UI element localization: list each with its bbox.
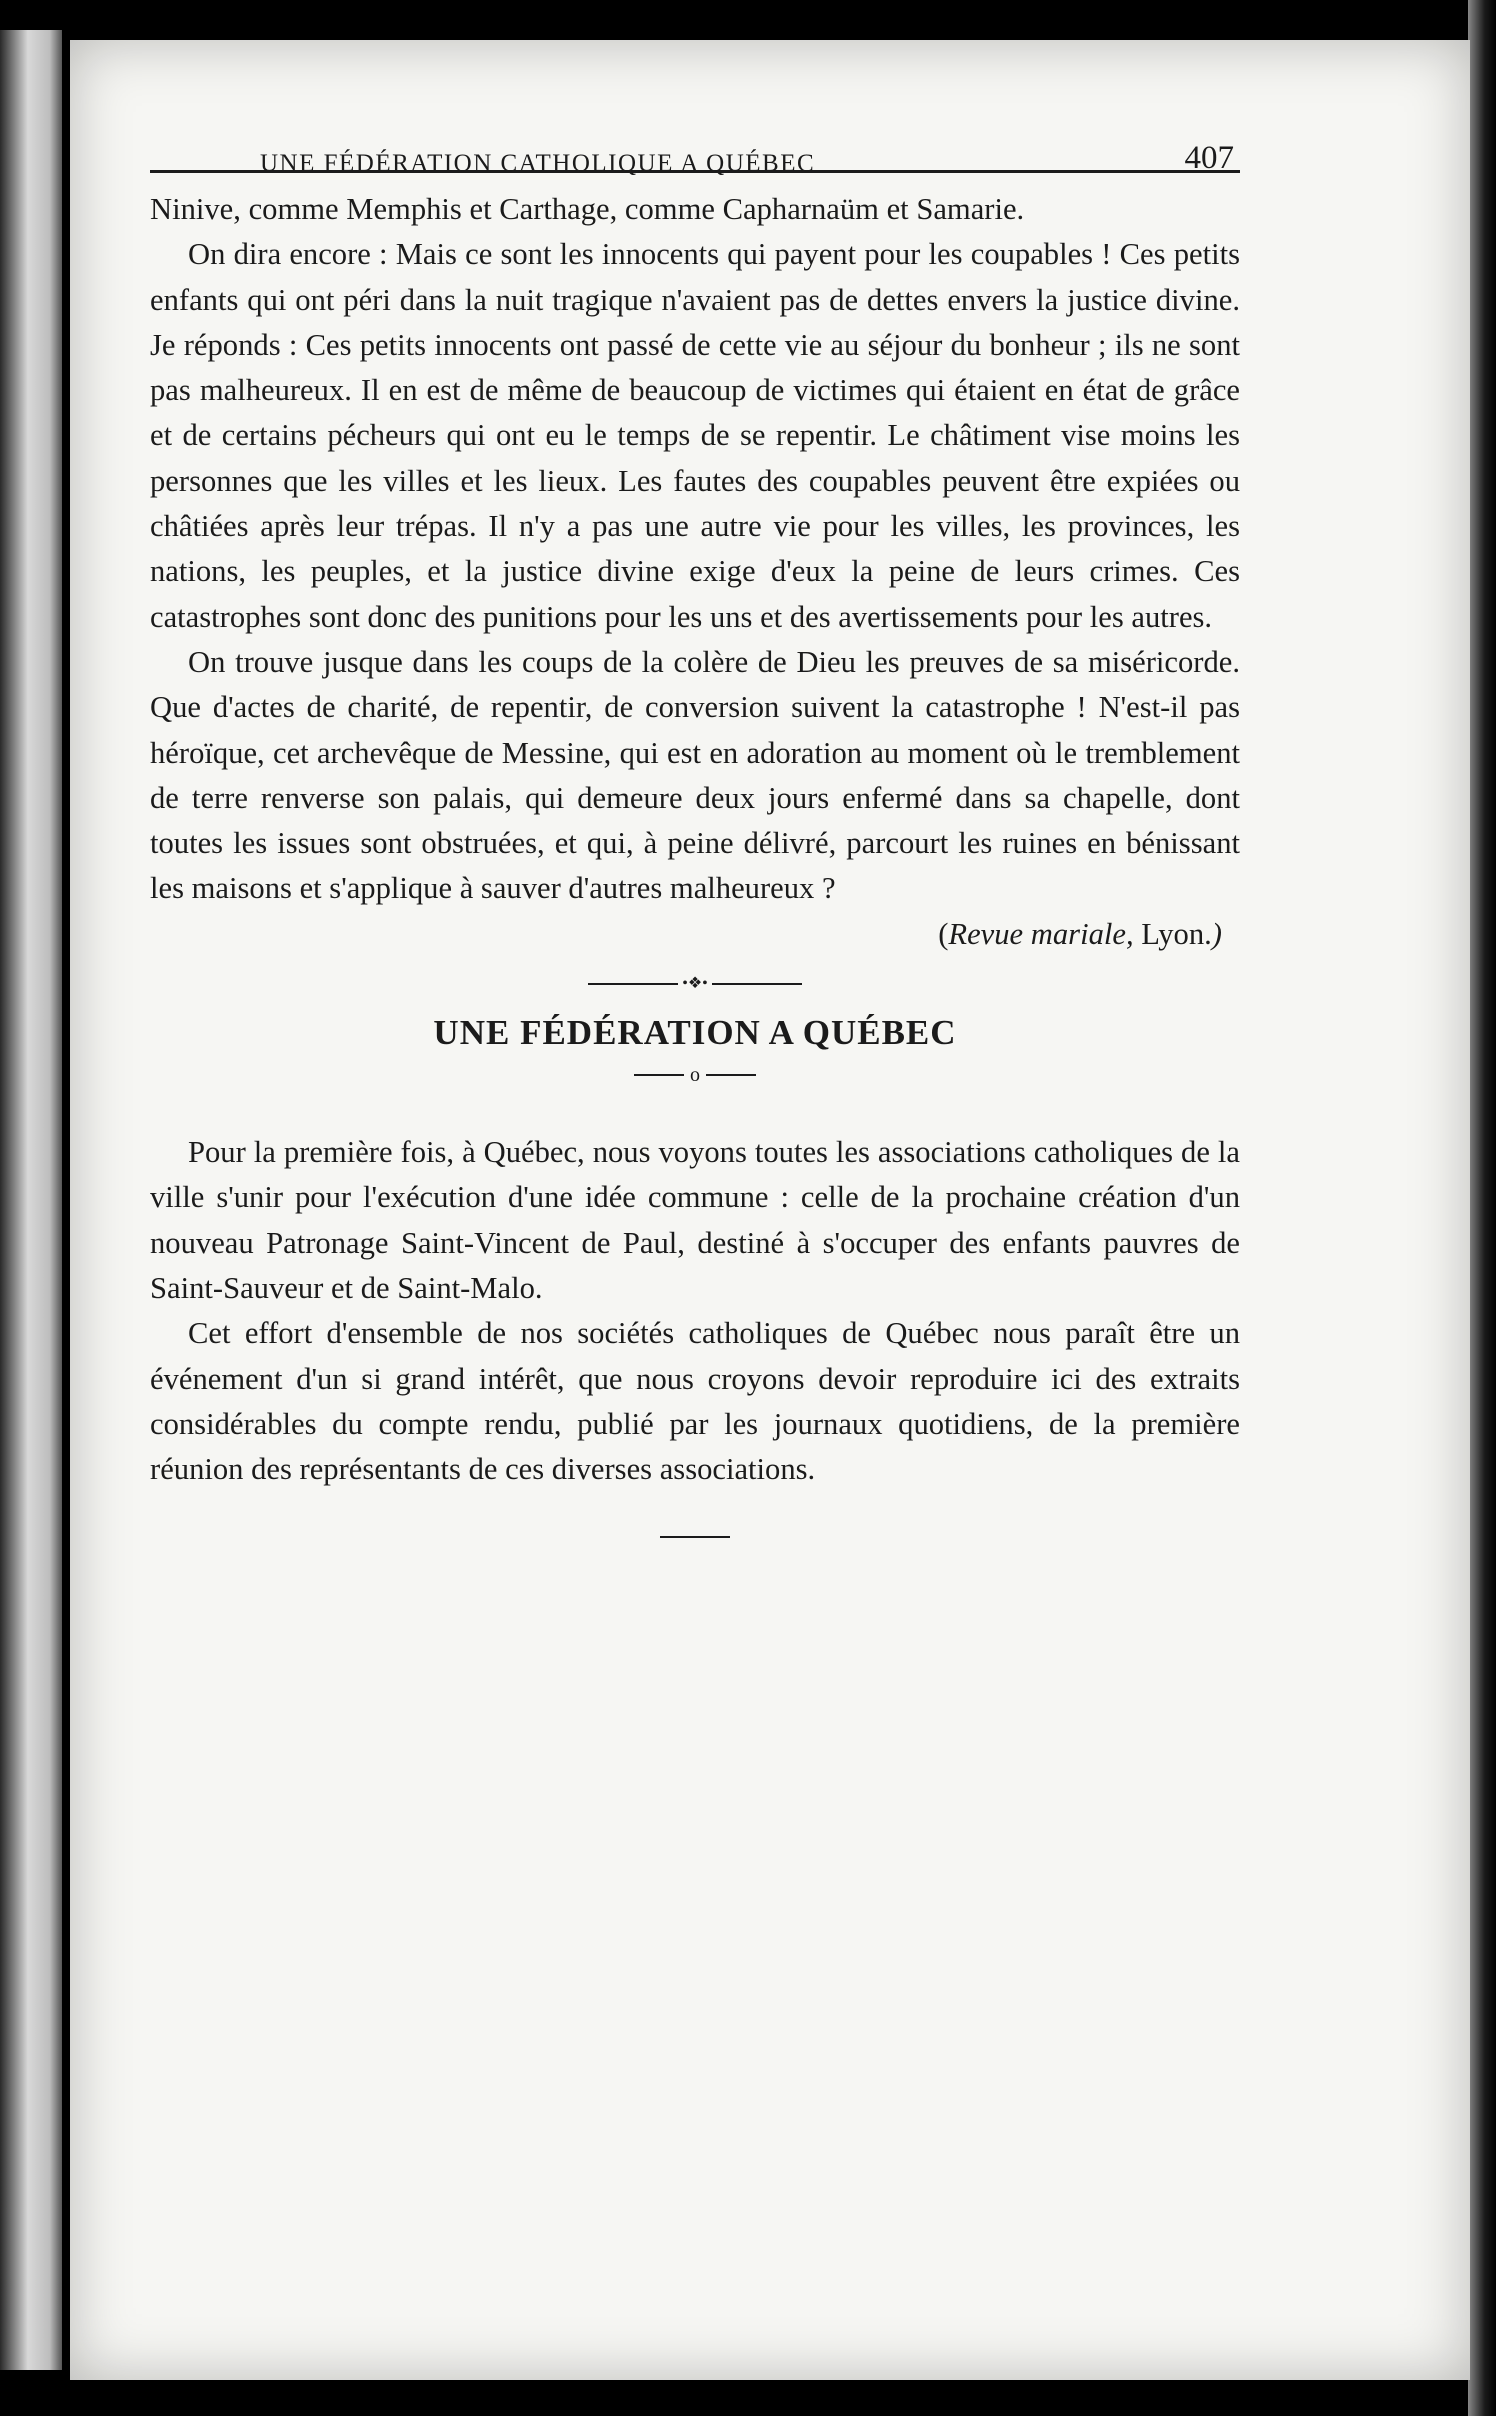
circle-ornament-icon: o — [690, 1064, 700, 1087]
divider-rule-right — [712, 983, 802, 985]
paragraph: On trouve jusque dans les coups de la colère de Dieu les preuves de sa miséricorde. Que d'actes de charité, de repentir, de conversion suivent la catastrophe ! N'est-il pas héroïque, cet archevêque de Messine, qui est en adoration au moment où le tremblement de terre renverse son palais, qui demeure deux jours enfermé dans sa chapelle, dont toutes les issues sont obstruées, et qui, à peine délivré, parcourt les ruines en bénissant les maisons et s'applique à sauver d'autres malheureux ? — [150, 644, 1240, 906]
paragraph: On dira encore : Mais ce sont les innocents qui payent pour les coupables ! Ces petits enfants qui ont péri dans la nuit tragique n'avaient pas de dettes envers la justice divine. Je réponds : Ces petits innocents ont passé de cette vie au séjour du bonheur ; ils ne sont pas malheureux. Il en est de même de beaucoup de victimes qui étaient en état de grâce et de certains pécheurs qui ont eu le temps de se repentir. Le châtiment vise moins les personnes que les villes et les lieux. Les fautes des coupables peuvent être expiées ou châtiées après leur trépas. Il n'y a pas une autre vie pour les villes, les provinces, les nations, les peuples, et la justice divine exige d'eux la peine de leurs crimes. Ces catastrophes sont donc des punitions pour les uns et des avertissements pour les autres. — [150, 237, 1240, 634]
source-citation — [150, 912, 1240, 957]
paragraph: Ninive, comme Memphis et Carthage, comme Capharnaüm et Samarie. — [150, 192, 1025, 226]
book-spine-edge — [1468, 0, 1496, 2416]
underline-rule-left — [634, 1074, 684, 1076]
citation-open-paren: ( — [938, 916, 949, 951]
paragraph: Pour la première fois, à Québec, nous voyons toutes les associations catholiques de la ville s'unir pour l'exécution d'une idée commune : celle de la prochaine création d'un nouveau Patronage Saint-Vincent de Paul, destiné à s'occuper des enfants pauvres de Saint-Sauveur et de Saint-Malo. — [150, 1135, 1240, 1305]
paragraph: Cet effort d'ensemble de nos sociétés catholiques de Québec nous paraît être un événement d'un si grand intérêt, que nous croyons devoir reproduire ici des extraits considérables du compte rendu, publié par les journaux quotidiens, de la première réunion des représentants de ces diverses associations. — [150, 1316, 1240, 1487]
article-body — [150, 1130, 1240, 1492]
underline-rule-right — [706, 1074, 756, 1076]
previous-page-edge — [0, 30, 62, 2370]
running-header — [150, 100, 1240, 177]
citation-close-paren: ) — [1211, 916, 1222, 951]
running-title: UNE FÉDÉRATION CATHOLIQUE A QUÉBEC — [260, 150, 816, 177]
end-rule — [660, 1536, 730, 1538]
page-content — [150, 100, 1240, 1538]
page-number: 407 — [1184, 140, 1234, 176]
divider-rule-left — [588, 983, 678, 985]
section-divider-ornament — [150, 967, 1240, 999]
citation-source: Revue mariale, — [948, 916, 1134, 951]
title-underline-ornament — [150, 1059, 1240, 1090]
citation-place: Lyon. — [1133, 916, 1212, 951]
divider-ornament-icon: •❖• — [682, 974, 708, 992]
article-continuation — [150, 187, 1240, 912]
section-title: UNE FÉDÉRATION A QUÉBEC — [433, 1012, 957, 1052]
